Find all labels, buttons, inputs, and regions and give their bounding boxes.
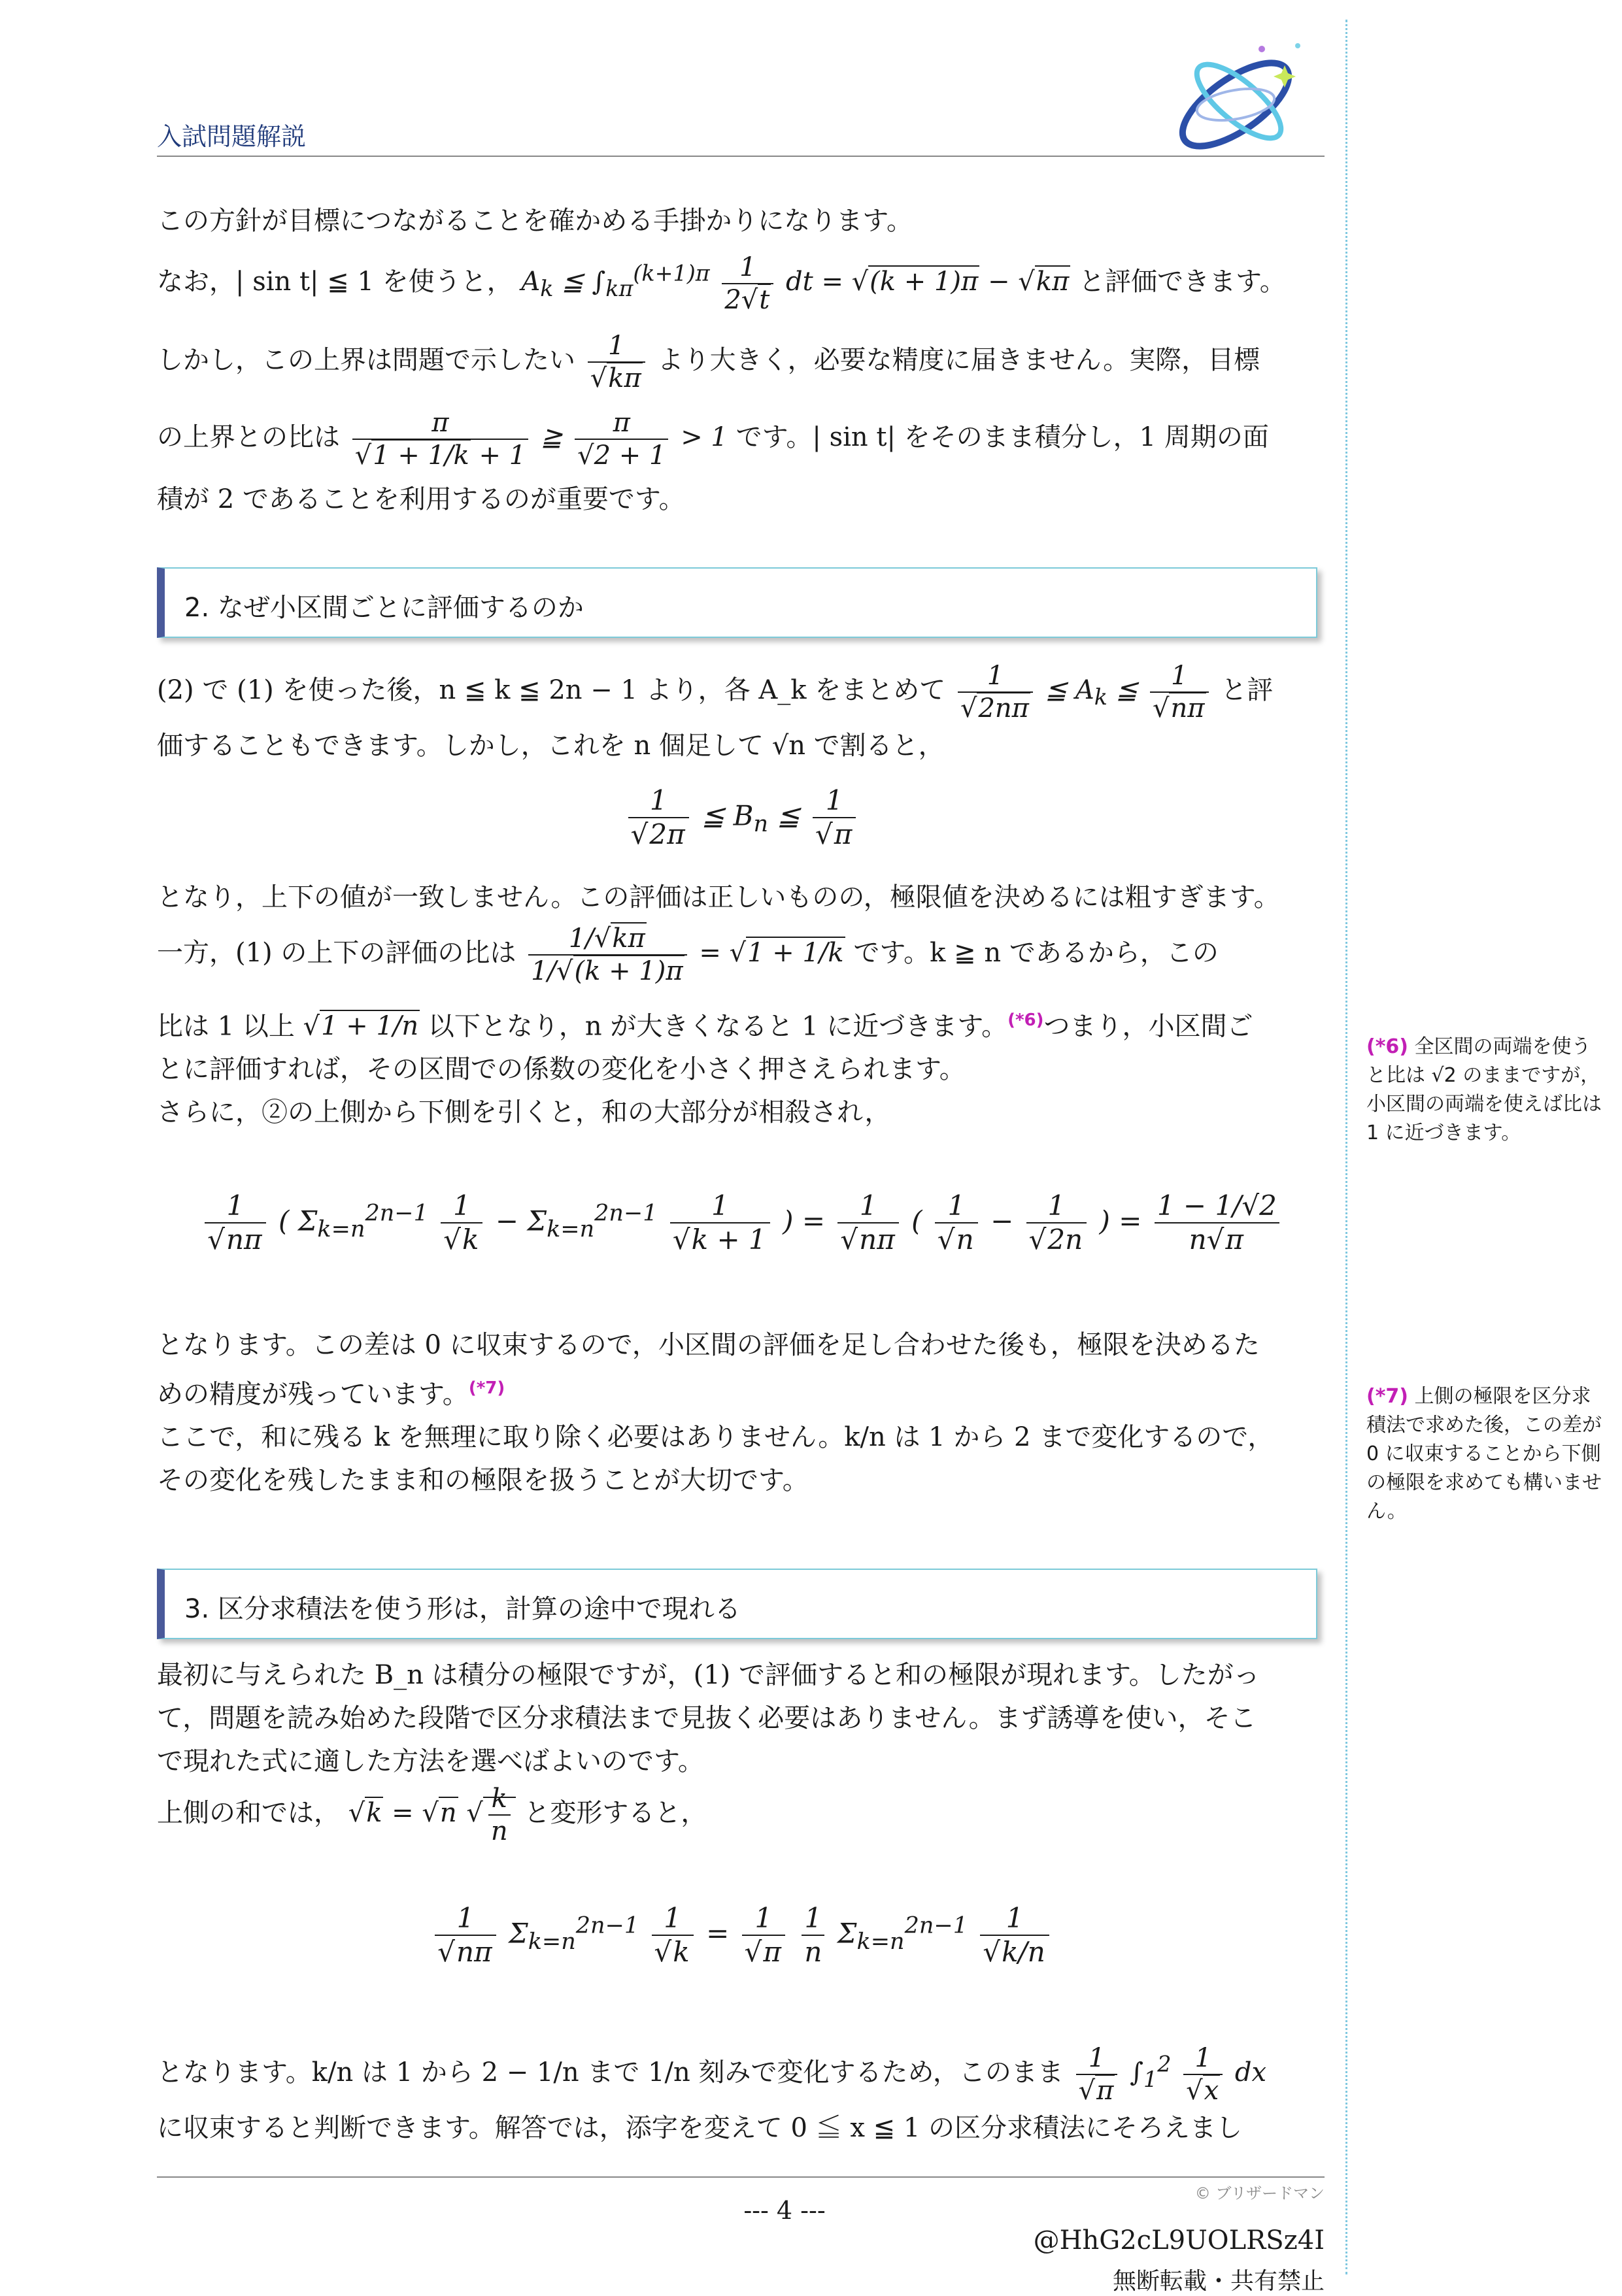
section2-body-top <box>157 660 1327 767</box>
text-fragment: です。| sin t| をそのまま積分し，1 周期の面 <box>735 422 1269 452</box>
page-number: --- 4 --- <box>743 2196 826 2225</box>
text-line <box>157 660 1327 724</box>
text-fragment: しかし，この上界は問題で示したい <box>157 345 575 375</box>
section3-body-bottom <box>157 2042 1327 2150</box>
fraction: $\frac{1}{√n\pi}$ <box>435 1902 496 1969</box>
footer-id: @HhG2cL9UOLRSz4I <box>1033 2225 1325 2255</box>
text-fragment: と評 <box>1221 675 1274 705</box>
fraction: $\frac{1}{√n\pi}$ <box>205 1190 265 1257</box>
sidenote-mark: (*6) <box>1366 1035 1408 1058</box>
text-fragment: 一方，(1) の上下の評価の比は <box>157 938 516 968</box>
fraction: $\frac{\pi}{√2 + 1}$ <box>575 407 668 471</box>
text-line: ここで，和に残る k を無理に取り除く必要はありません。k/n は 1 から 2 まで変化するので， <box>157 1422 1274 1453</box>
display-equation: $\frac{1}{√n\pi}$ ( $\Sigma_{k=n}^{2n-1}$ $\frac{1}{√k}$ − $\Sigma_{k=n}^{2n-1}$ $\frac{1}{√k + 1}$ ) = $\frac{1}{√n\pi}$ ( $\frac{1}{√n}$ − $\frac{1}{√2n}$ ) = $\frac{1 - 1/√2}{n√\pi}$ <box>157 1190 1327 1257</box>
page-header-title: 入試問題解説 <box>157 122 307 151</box>
intro-paragraph <box>157 199 1327 521</box>
fraction: $\frac{1}{√x}$ <box>1183 2042 1223 2106</box>
fraction: $\frac{1}{√n\pi}$ <box>837 1190 898 1257</box>
sidenote-text: 上側の極限を区分求積法で求めた後，この差が 0 に収束することから下側の極限を求めても構いません。 <box>1366 1385 1602 1523</box>
fraction: $\frac{\pi}{√1 + 1/k + 1}$ <box>352 407 528 471</box>
ratio-limit-formula: √1 + 1/n <box>303 1011 419 1042</box>
text-line: 価することもできます。しかし，これを n 個足して √n で割ると， <box>157 731 945 761</box>
fraction: $\frac{1 - 1/√2}{n√\pi}$ <box>1155 1190 1279 1257</box>
footer-rule <box>157 2176 1325 2178</box>
integral-bound-formula: $A_k$ ≦ $\int_{k\pi}^{(k+1)\pi}$ $\frac{1}{2√t}$ dt = √(k + 1)π − √kπ <box>521 252 1070 315</box>
text-line: に収束すると判断できます。解答では，添字を変えて 0 ≦ x ≦ 1 の区分求積法にそろえまし <box>157 2113 1243 2143</box>
section-heading-3 <box>157 1569 1317 1639</box>
text-fragment: と評価できます。 <box>1079 267 1286 297</box>
text-fragment: です。k ≧ n であるから，この <box>853 938 1219 968</box>
fraction: $\frac{1}{√\pi}$ <box>813 784 856 852</box>
sqrt-transform-formula: √k = √n √ $\frac{k}{n}$ <box>348 1797 516 1828</box>
fraction: $\frac{1}{√n\pi}$ <box>1150 660 1209 724</box>
fraction: $\frac{1}{√\pi}$ <box>1076 2042 1118 2106</box>
section-title: 3. 区分求積法を使う形は，計算の途中で現れる <box>184 1594 741 1624</box>
text-fragment: の上界との比は <box>157 422 340 452</box>
section2-body-bottom <box>157 1323 1327 1502</box>
text-line <box>157 2042 1327 2106</box>
copyright: © ブリザードマン <box>1194 2184 1325 2203</box>
footnote-ref-7[interactable]: (*7) <box>468 1378 505 1398</box>
fraction: $\frac{1}{√\pi}$ <box>742 1902 785 1969</box>
fraction: $\frac{1}{√2\pi}$ <box>628 784 689 852</box>
fraction: $\frac{1}{√k/n}$ <box>980 1902 1049 1969</box>
text-line: 積が 2 であることを利用するのが重要です。 <box>157 484 685 514</box>
limit-integral-formula: $\frac{1}{√\pi}$ $\int_1^2$ $\frac{1}{√x}$ dx <box>1072 2057 1266 2088</box>
text-line: て，問題を読み始めた段階で区分求積法まで見抜く必要はありません。まず誘導を使い，そこ <box>157 1703 1257 1733</box>
text-line: とに評価すれば，その区間での係数の変化を小さく押さえられます。 <box>157 1054 966 1085</box>
ratio-formula: $\frac{1/√k\pi}{1/√(k + 1)\pi}$ = √1 + 1/k <box>524 938 845 968</box>
sidenote-mark: (*7) <box>1366 1385 1408 1408</box>
ratio-formula: $\frac{\pi}{√1 + 1/k + 1}$ ≧ $\frac{\pi}{√2 + 1}$ > 1 <box>348 422 728 452</box>
text-line: 最初に与えられた B_n は積分の極限ですが，(1) で評価すると和の極限が現れます。したがっ <box>157 1660 1260 1690</box>
section-title: 2. なぜ小区間ごとに評価するのか <box>184 593 584 623</box>
section-heading-2 <box>157 567 1317 638</box>
text-line <box>157 1783 1327 1847</box>
fraction: $\frac{1}{√k}$ <box>652 1902 694 1969</box>
text-fragment: (2) で (1) を使った後，n ≦ k ≦ 2n − 1 より，各 A_k をまとめて <box>157 675 946 705</box>
text-fragment: めの精度が残っています。 <box>157 1379 469 1410</box>
fraction: $\frac{1}{n}$ <box>802 1902 824 1969</box>
fraction: $\frac{1}{√2n\pi}$ <box>958 660 1033 724</box>
bound-formula: $\frac{1}{√2n\pi}$ ≦ $A_k$ ≦ $\frac{1}{√n\pi}$ <box>954 675 1213 705</box>
text-line <box>157 923 1327 987</box>
text-fragment: より大きく，必要な精度に届きません。実際，目標 <box>657 345 1260 375</box>
fraction: $\frac{k}{n}$ <box>488 1783 511 1847</box>
text-line: その変化を残したまま和の極限を扱うことが大切です。 <box>157 1465 809 1496</box>
text-line: さらに，②の上側から下側を引くと，和の大部分が相殺され， <box>157 1097 891 1128</box>
sidenote-6 <box>1366 1033 1602 1148</box>
text-line <box>157 1367 1327 1416</box>
text-line <box>157 999 1327 1048</box>
section2-body-mid <box>157 876 1327 1134</box>
fraction: $\frac{1}{√n}$ <box>935 1190 978 1257</box>
header-rule <box>157 156 1325 157</box>
target-upper-bound: $\frac{1}{√k\pi}$ <box>588 330 645 394</box>
section3-body-top <box>157 1654 1327 1847</box>
text-fragment: 上側の和では， <box>157 1798 340 1828</box>
logo-icon <box>1157 20 1321 170</box>
text-line <box>157 330 1327 394</box>
text-fragment: 比は 1 以上 <box>157 1011 295 1042</box>
text-line: となり，上下の値が一致しません。この評価は正しいものの，極限値を決めるには粗すぎます。 <box>157 882 1280 912</box>
display-equation: $\frac{1}{√n\pi}$ $\Sigma_{k=n}^{2n-1}$ $\frac{1}{√k}$ = $\frac{1}{√\pi}$ $\frac{1}{n}$ $\Sigma_{k=n}^{2n-1}$ $\frac{1}{√k/n}$ <box>157 1902 1327 1969</box>
fraction: $\frac{1}{2√t}$ <box>722 252 773 316</box>
margin-divider <box>1345 20 1347 2274</box>
fraction: $\frac{1}{√2n}$ <box>1026 1190 1087 1257</box>
text-fragment: 以下となり，n が大きくなると 1 に近づきます。 <box>428 1011 1008 1042</box>
text-line: この方針が目標につながることを確かめる手掛かりになります。 <box>157 206 913 236</box>
sidenote-text: 全区間の両端を使うと比は √2 のままですが，小区間の両端を使えば比は 1 に近づきます。 <box>1366 1035 1602 1144</box>
text-fragment: となります。k/n は 1 から 2 − 1/n まで 1/n 刻みで変化するため，このまま <box>157 2057 1064 2088</box>
text-line: となります。この差は 0 に収束するので，小区間の評価を足し合わせた後も，極限を決めるた <box>157 1330 1260 1360</box>
footer-notice: 無断転載・共有禁止 <box>1112 2268 1325 2295</box>
text-fragment: なお，| sin t| ≦ 1 を使うと， <box>157 267 513 297</box>
fraction: $\frac{1}{√k}$ <box>441 1190 482 1257</box>
fraction: $\frac{1}{√k + 1}$ <box>670 1190 770 1257</box>
text-line <box>157 407 1327 471</box>
fraction: $\frac{1/√k\pi}{1/√(k + 1)\pi}$ <box>528 923 687 987</box>
footnote-ref-6[interactable]: (*6) <box>1007 1010 1044 1030</box>
display-equation: $\frac{1}{√2\pi}$ ≦ $B_n$ ≦ $\frac{1}{√\pi}$ <box>157 784 1327 852</box>
text-fragment: と変形すると， <box>524 1798 707 1828</box>
text-fragment: つまり，小区間ご <box>1043 1011 1253 1042</box>
text-line <box>157 252 1327 316</box>
text-line: で現れた式に適した方法を選べばよいのです。 <box>157 1746 704 1776</box>
sidenote-7 <box>1366 1382 1602 1526</box>
